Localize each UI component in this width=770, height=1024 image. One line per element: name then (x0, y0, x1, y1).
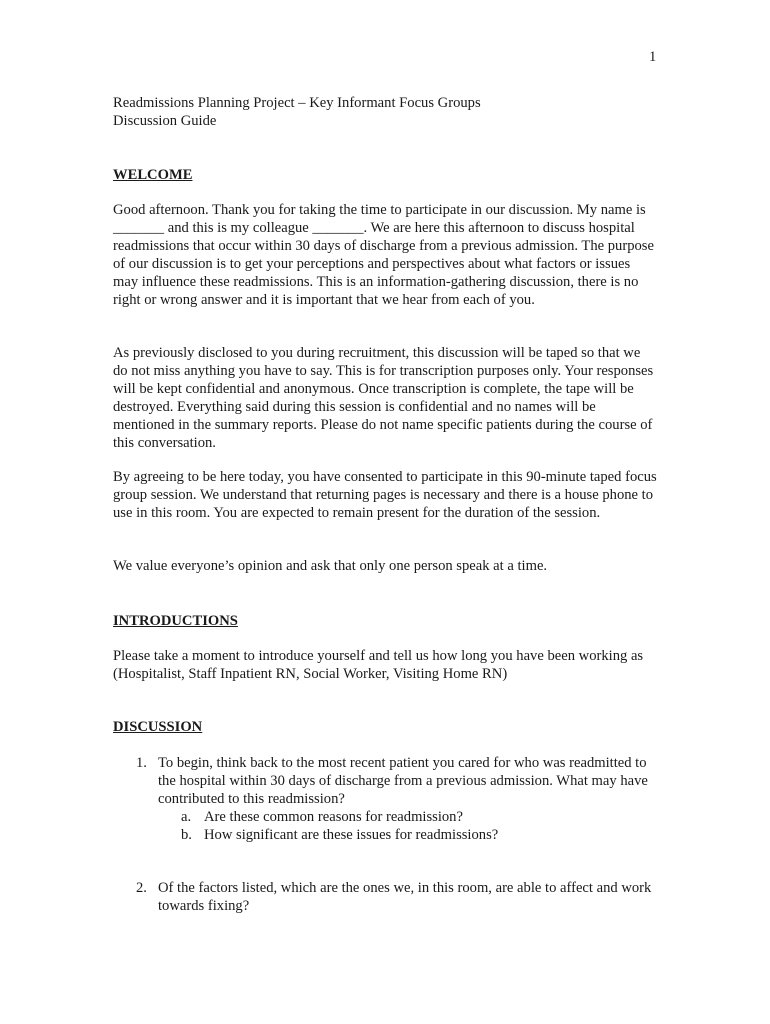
discussion-question-list (113, 754, 658, 844)
welcome-paragraph-3 (113, 468, 658, 522)
welcome-paragraph-4 (113, 557, 658, 575)
document-title: Readmissions Planning Project – Key Informant Focus Groups (113, 95, 481, 111)
introductions-heading: INTRODUCTIONS (113, 613, 238, 629)
welcome-text-2: As previously disclosed to you during recruitment, this discussion will be taped so that we do not miss anything you have to say. This is for transcription purposes only. Your responses will be kept confidential and anonymous. Once transcription is complete, the tape will be destroyed. Everything said during this session is confidential and no names will be mentioned in the summary reports. Please do not name specific patients during the course of this conversation. (113, 345, 654, 451)
document-subtitle: Discussion Guide (113, 113, 217, 129)
question-number: 1. (136, 755, 147, 771)
sub-question-letter: b. (181, 827, 192, 843)
introductions-paragraph (113, 647, 658, 683)
question-number: 2. (136, 880, 147, 896)
question-item (113, 879, 658, 915)
question-text: To begin, think back to the most recent patient you cared for who was readmitted to the hospital within 30 days of discharge from a previous admission. What may have contributed to this readmission? (158, 755, 648, 807)
sub-question-item (113, 808, 658, 826)
sub-question-item (113, 826, 658, 844)
question-text: Of the factors listed, which are the ones we, in this room, are able to affect and work towards fixing? (158, 880, 652, 914)
introductions-text: Please take a moment to introduce yourself and tell us how long you have been working as (Hospitalist, Staff Inpatient RN, Social Worker, Visiting Home RN) (113, 648, 644, 682)
sub-question-text: Are these common reasons for readmission? (204, 809, 463, 825)
welcome-text-4: We value everyone’s opinion and ask that only one person speak at a time. (113, 558, 548, 574)
sub-question-text: How significant are these issues for readmissions? (204, 827, 499, 843)
question-item (113, 754, 658, 808)
discussion-question-list-cont (113, 879, 658, 915)
welcome-heading: WELCOME (113, 167, 193, 183)
welcome-text-1: Good afternoon. Thank you for taking the time to participate in our discussion. My name is _______ and this is my colleague _______. We are here this afternoon to discuss hospital readmissions that occur within 30 days of discharge from a previous admission. The purpose of our discussion is to get your perceptions and perspectives about what factors or issues may influence these readmissions. This is an information-gathering discussion, there is no right or wrong answer and it is important that we hear from each of you. (113, 202, 654, 308)
document-header (113, 94, 481, 130)
welcome-text-3: By agreeing to be here today, you have consented to participate in this 90-minute taped focus group session. We understand that returning pages is necessary and there is a house phone to use in this room. You are expected to remain present for the duration of the session. (113, 469, 657, 521)
sub-question-letter: a. (181, 809, 192, 825)
welcome-paragraph-2 (113, 344, 658, 452)
discussion-heading: DISCUSSION (113, 719, 203, 735)
page-number: 1 (649, 49, 657, 65)
welcome-paragraph-1 (113, 201, 658, 309)
